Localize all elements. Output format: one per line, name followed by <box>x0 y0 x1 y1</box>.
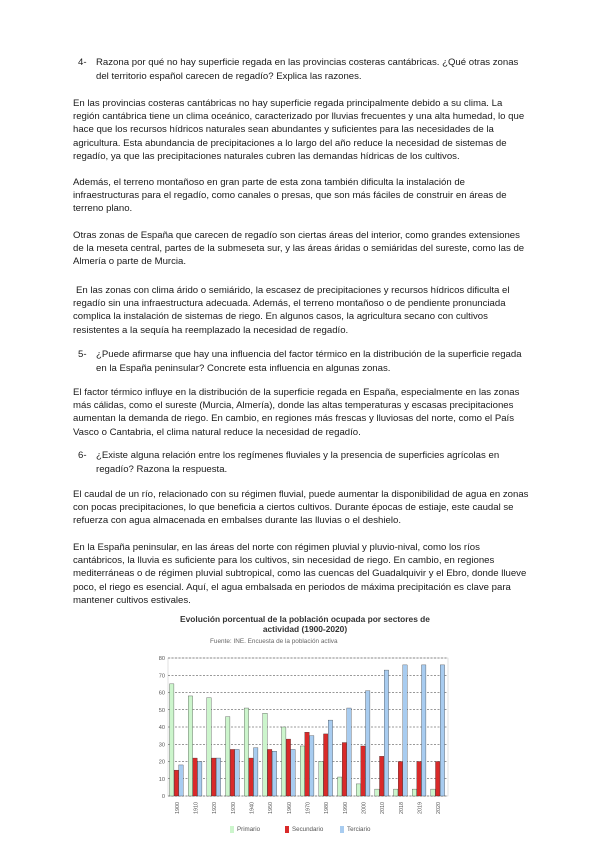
employment-chart <box>150 614 455 844</box>
y-tick-label: 80 <box>158 656 165 662</box>
bar-primario-1900 <box>169 684 173 796</box>
bar-secundario-1940 <box>249 758 253 796</box>
question-4 <box>78 56 528 84</box>
x-tick-label: 1970 <box>305 802 312 814</box>
bar-secundario-1950 <box>267 749 271 796</box>
y-tick-label: 20 <box>158 759 165 766</box>
chart-plot <box>150 614 455 844</box>
y-tick-label: 30 <box>158 742 165 749</box>
y-tick-label: 40 <box>158 725 165 731</box>
bar-terciario-1980 <box>328 720 332 796</box>
bar-terciario-1930 <box>235 749 239 796</box>
paragraph-7: En la España peninsular, en las áreas del norte con régimen pluvial y pluvio-nival, como los ríos cantábricos, la lluvia es suficiente para los cultivos, sin necesidad de riego. En cambio, en regiones mediterráneas o de régimen pluvial subtropical, como las cuencas del Guadalquivir y el Ebro, donde llueve poco, el riego es esencial. Aquí, el agua embalsada en periodos de máxima precipitación es clave para mantener cultivos estivales. <box>73 542 527 606</box>
bar-terciario-1940 <box>253 748 257 796</box>
x-tick-label: 1960 <box>286 802 293 814</box>
bar-secundario-2000 <box>361 746 365 796</box>
bar-primario-1930 <box>225 717 229 796</box>
y-tick-label: 60 <box>158 690 165 697</box>
x-tick-label: 1940 <box>249 802 256 814</box>
bar-primario-2019 <box>412 789 416 796</box>
bar-secundario-1930 <box>230 749 234 796</box>
bar-secundario-2019 <box>417 762 421 797</box>
legend-secundario <box>285 826 323 833</box>
bar-primario-1950 <box>263 713 267 796</box>
bar-terciario-1970 <box>309 736 313 796</box>
paragraph-5: El factor térmico influye en la distribución de la superficie regada en España, especialmente en las zonas más cálidas, como el sureste (Murcia, Almería), donde las altas temperaturas y escasas precipitaciones aumentan la demanda de riego. En cambio, en regiones más frescas y lluviosas del norte, como el País Vasco o Cantabria, el clima natural reduce la necesidad de regadío. <box>73 387 520 438</box>
y-tick-label: 10 <box>158 776 165 783</box>
bar-terciario-2020 <box>440 665 444 796</box>
x-tick-label: 1920 <box>212 802 219 814</box>
question-5 <box>78 348 528 376</box>
legend-swatch <box>340 826 344 833</box>
question-6 <box>78 449 528 477</box>
x-tick-label: 1900 <box>174 802 181 814</box>
bar-primario-2018 <box>393 789 397 796</box>
y-tick-label: 50 <box>158 707 165 714</box>
legend-terciario <box>340 826 370 833</box>
bar-terciario-2000 <box>365 691 369 796</box>
bar-primario-2000 <box>356 784 360 796</box>
bar-secundario-1900 <box>174 770 178 796</box>
legend-swatch <box>230 826 234 833</box>
bar-primario-1970 <box>300 746 304 796</box>
paragraph-4: En las zonas con clima árido o semiárido, la escasez de precipitaciones y recursos hídricos dificulta el regadío sin una infraestructura adecuada. Además, el terreno montañoso o de pendiente pronunciada complica la instalación de sistemas de riego. En algunos casos, la agricultura secano con cultivos resistentes a la sequía ha reemplazado la necesidad de regadío. <box>73 285 510 336</box>
bar-secundario-1980 <box>323 734 327 796</box>
bar-terciario-2019 <box>421 665 425 796</box>
x-tick-label: 1950 <box>268 802 275 814</box>
bar-primario-2010 <box>375 789 379 796</box>
paragraph-2: Además, el terreno montañoso en gran parte de esta zona también dificulta la instalación de infraestructuras para el regadío, como canales o presas, que son más fáciles de construir en áreas de terreno plano. <box>73 177 507 215</box>
x-tick-label: 2000 <box>361 802 368 814</box>
bar-secundario-1970 <box>305 732 309 796</box>
bar-terciario-1990 <box>347 708 351 796</box>
x-tick-label: 2020 <box>436 802 443 814</box>
paragraph-3: Otras zonas de España que carecen de regadío son ciertas áreas del interior, como grandes extensiones de la meseta central, partes de la submeseta sur, y las áreas áridas o semiáridas del sureste, como las de Almería o parte de Murcia. <box>73 230 525 268</box>
bar-primario-1990 <box>337 777 341 796</box>
x-tick-label: 1910 <box>193 802 200 814</box>
bar-terciario-1900 <box>179 765 183 796</box>
chart-subtitle: Fuente: INE. Encuesta de la población activa <box>210 638 338 645</box>
legend-label: Primario <box>237 826 261 833</box>
bar-secundario-1910 <box>193 758 197 796</box>
legend-swatch <box>285 826 289 833</box>
x-tick-label: 2019 <box>417 802 424 814</box>
legend-label: Secundario <box>292 826 324 833</box>
bar-terciario-1910 <box>197 762 201 797</box>
bar-terciario-1950 <box>272 751 276 796</box>
x-tick-label: 1980 <box>324 802 331 814</box>
bar-terciario-1960 <box>291 749 295 796</box>
y-tick-label: 70 <box>158 673 165 680</box>
bar-primario-1920 <box>207 698 211 796</box>
legend-label: Terciario <box>347 826 371 833</box>
bar-secundario-1990 <box>342 743 346 796</box>
bar-primario-2020 <box>431 789 435 796</box>
bar-secundario-2010 <box>379 756 383 796</box>
x-tick-label: 1930 <box>230 802 237 814</box>
question-number: 5- <box>78 349 87 360</box>
question-number: 4- <box>78 57 87 68</box>
x-tick-label: 2010 <box>380 802 387 814</box>
legend-primario <box>230 826 260 833</box>
bar-terciario-2010 <box>384 670 388 796</box>
question-text: ¿Puede afirmarse que hay una influencia del factor térmico en la distribución de la superficie regada en la España peninsular? Concrete esta influencia en algunas zonas. <box>96 349 522 374</box>
chart-title: Evolución porcentual de la población ocupada por sectores de actividad (1900-2020) <box>180 614 430 634</box>
bar-secundario-2020 <box>435 762 439 797</box>
question-number: 6- <box>78 450 87 461</box>
bar-primario-1960 <box>281 727 285 796</box>
bar-terciario-1920 <box>216 758 220 796</box>
paragraph-6: El caudal de un río, relacionado con su régimen fluvial, puede aumentar la disponibilidad de agua en zonas con pocas precipitaciones, lo que beneficia a ciertos cultivos. Durante épocas de estiaje, este caudal se refuerza con agua almacenada en embalses durante las lluvias o el deshielo. <box>73 489 529 527</box>
bar-primario-1980 <box>319 762 323 797</box>
question-text: Razona por qué no hay superficie regada en las provincias costeras cantábricas. ¿Qué otras zonas del territorio español carecen de regadío? Explica las razones. <box>96 57 519 82</box>
bar-terciario-2018 <box>403 665 407 796</box>
x-tick-label: 2018 <box>398 802 405 814</box>
x-tick-label: 1990 <box>342 802 349 814</box>
bar-secundario-1920 <box>211 758 215 796</box>
y-tick-label: 0 <box>161 794 165 800</box>
bar-primario-1940 <box>244 708 248 796</box>
paragraph-1: En las provincias costeras cantábricas no hay superficie regada principalmente debido a su clima. La región cantábrica tiene un clima oceánico, caracterizado por lluvias frecuentes y una alta humedad, lo que hace que los recursos hídricos naturales sean abundantes y suficientes para las necesidades de la agricultura. Esta abundancia de precipitaciones a lo largo del año reduce la necesidad de sistemas de regadío, ya que las precipitaciones naturales cubren las demandas hídricas de los cultivos. <box>73 98 525 162</box>
bar-secundario-1960 <box>286 739 290 796</box>
bar-primario-1910 <box>188 696 192 796</box>
question-text: ¿Existe alguna relación entre los regímenes fluviales y la presencia de superficies agrícolas en regadío? Razona la respuesta. <box>96 450 500 475</box>
bar-secundario-2018 <box>398 762 402 797</box>
